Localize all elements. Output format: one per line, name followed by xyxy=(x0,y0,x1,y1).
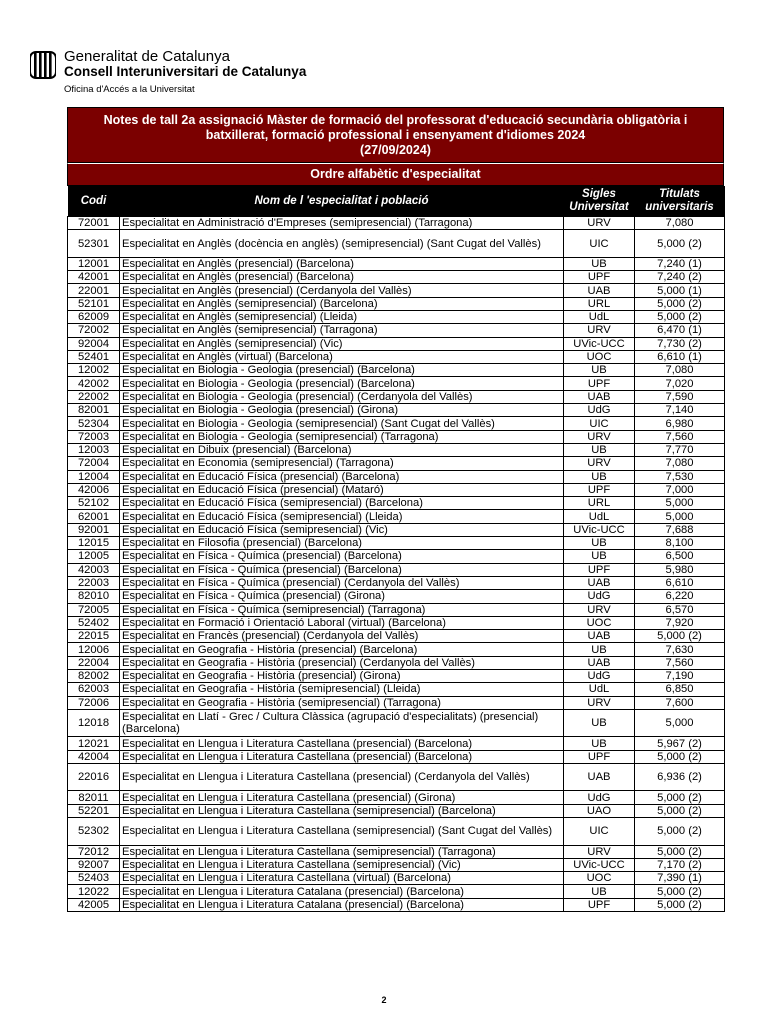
cell-name: Especialitat en Biologia - Geologia (semipresencial) (Tarragona) xyxy=(120,430,564,443)
cell-code: 52101 xyxy=(68,297,120,310)
cell-code: 72012 xyxy=(68,845,120,858)
cell-grade: 7,560 xyxy=(635,656,725,669)
cell-name: Especialitat en Física - Química (presencial) (Cerdanyola del Vallès) xyxy=(120,576,564,589)
page-number: 2 xyxy=(381,995,387,1005)
cell-name: Especialitat en Geografia - Història (semipresencial) (Lleida) xyxy=(120,683,564,696)
cell-university: URL xyxy=(564,497,635,510)
table-row xyxy=(68,616,725,629)
cell-university: UPF xyxy=(564,898,635,911)
table-row xyxy=(68,670,725,683)
cell-university: UdG xyxy=(564,590,635,603)
cell-code: 82002 xyxy=(68,670,120,683)
column-header-code: Codi xyxy=(68,186,120,217)
cell-code: 12001 xyxy=(68,257,120,270)
table-row xyxy=(68,643,725,656)
title-line-1: Notes de tall 2a assignació Màster de formació del professorat d'educació secundària obligatòria i xyxy=(103,113,688,127)
cell-grade: 5,000 (2) xyxy=(635,310,725,323)
table-row xyxy=(68,590,725,603)
cell-university: URV xyxy=(564,845,635,858)
cell-code: 12021 xyxy=(68,737,120,750)
table-row xyxy=(68,430,725,443)
cell-name: Especialitat en Anglès (presencial) (Barcelona) xyxy=(120,271,564,284)
cell-code: 92007 xyxy=(68,858,120,871)
cell-grade: 5,967 (2) xyxy=(635,737,725,750)
cell-name: Especialitat en Llengua i Literatura Castellana (presencial) (Girona) xyxy=(120,791,564,804)
cell-grade: 7,000 xyxy=(635,483,725,496)
cell-code: 62003 xyxy=(68,683,120,696)
cell-name: Especialitat en Llengua i Literatura Castellana (presencial) (Cerdanyola del Vallès) xyxy=(120,763,564,791)
cell-university: UAB xyxy=(564,763,635,791)
cell-grade: 7,688 xyxy=(635,523,725,536)
cell-university: URV xyxy=(564,457,635,470)
table-row xyxy=(68,510,725,523)
cell-code: 42003 xyxy=(68,563,120,576)
cell-grade: 5,980 xyxy=(635,563,725,576)
table-title xyxy=(67,107,724,163)
cell-name: Especialitat en Anglès (semipresencial) (Vic) xyxy=(120,337,564,350)
column-header-university-line1: Sigles xyxy=(582,188,616,200)
cell-name: Especialitat en Llengua i Literatura Castellana (semipresencial) (Vic) xyxy=(120,858,564,871)
title-line-3: (27/09/2024) xyxy=(360,143,431,157)
cell-name: Especialitat en Biologia - Geologia (presencial) (Barcelona) xyxy=(120,377,564,390)
cell-university: UB xyxy=(564,643,635,656)
table-row xyxy=(68,603,725,616)
cell-grade: 7,240 (2) xyxy=(635,271,725,284)
cell-code: 72001 xyxy=(68,217,120,230)
cell-code: 52401 xyxy=(68,350,120,363)
cell-university: UdL xyxy=(564,310,635,323)
cell-grade: 5,000 xyxy=(635,510,725,523)
table-row xyxy=(68,763,725,791)
cell-university: UPF xyxy=(564,377,635,390)
cell-code: 52201 xyxy=(68,804,120,817)
cell-code: 82011 xyxy=(68,791,120,804)
cell-grade: 6,850 xyxy=(635,683,725,696)
table-row xyxy=(68,550,725,563)
generalitat-logo-icon xyxy=(30,50,56,80)
table-row xyxy=(68,217,725,230)
cell-grade: 5,000 (2) xyxy=(635,791,725,804)
cell-grade: 7,080 xyxy=(635,217,725,230)
cell-university: UAB xyxy=(564,630,635,643)
cell-grade: 7,600 xyxy=(635,696,725,709)
cell-code: 52402 xyxy=(68,616,120,629)
cell-code: 72004 xyxy=(68,457,120,470)
cell-university: UAO xyxy=(564,804,635,817)
org-name-consell: Consell Interuniversitari de Catalunya xyxy=(64,64,307,79)
cell-code: 12022 xyxy=(68,885,120,898)
results-table xyxy=(67,186,725,912)
cell-code: 12005 xyxy=(68,550,120,563)
table-row xyxy=(68,791,725,804)
cell-name: Especialitat en Llengua i Literatura Castellana (semipresencial) (Barcelona) xyxy=(120,804,564,817)
column-header-name: Nom de l 'especialitat i població xyxy=(120,186,564,217)
table-row xyxy=(68,470,725,483)
cell-name: Especialitat en Llengua i Literatura Castellana (semipresencial) (Sant Cugat del Vallès) xyxy=(120,818,564,846)
cell-name: Especialitat en Anglès (semipresencial) (Lleida) xyxy=(120,310,564,323)
cell-code: 62001 xyxy=(68,510,120,523)
title-line-2: batxillerat, formació professional i ensenyament d'idiomes 2024 xyxy=(205,128,586,142)
cell-name: Especialitat en Anglès (semipresencial) (Tarragona) xyxy=(120,324,564,337)
cell-code: 92004 xyxy=(68,337,120,350)
cell-name: Especialitat en Llengua i Literatura Castellana (presencial) (Barcelona) xyxy=(120,750,564,763)
cell-university: UB xyxy=(564,257,635,270)
cell-university: UOC xyxy=(564,350,635,363)
org-name-oficina: Oficina d'Accés a la Universitat xyxy=(64,84,195,95)
cell-code: 72002 xyxy=(68,324,120,337)
table-header-row xyxy=(68,186,725,217)
cell-grade: 7,140 xyxy=(635,404,725,417)
cell-university: UVic-UCC xyxy=(564,523,635,536)
cell-code: 12004 xyxy=(68,470,120,483)
cell-code: 72003 xyxy=(68,430,120,443)
results-table-container xyxy=(67,107,724,912)
cell-university: UB xyxy=(564,709,635,737)
cell-name: Especialitat en Educació Física (presencial) (Barcelona) xyxy=(120,470,564,483)
cell-grade: 7,080 xyxy=(635,457,725,470)
table-row xyxy=(68,576,725,589)
cell-university: UIC xyxy=(564,818,635,846)
cell-grade: 5,000 (2) xyxy=(635,804,725,817)
cell-name: Especialitat en Física - Química (presencial) (Girona) xyxy=(120,590,564,603)
cell-name: Especialitat en Geografia - Història (semipresencial) (Tarragona) xyxy=(120,696,564,709)
cell-university: UB xyxy=(564,737,635,750)
table-row xyxy=(68,656,725,669)
table-row xyxy=(68,364,725,377)
cell-name: Especialitat en Llengua i Literatura Castellana (presencial) (Barcelona) xyxy=(120,737,564,750)
cell-code: 12003 xyxy=(68,443,120,456)
cell-code: 22016 xyxy=(68,763,120,791)
cell-name: Especialitat en Economia (semipresencial) (Tarragona) xyxy=(120,457,564,470)
cell-grade: 5,000 (2) xyxy=(635,230,725,258)
table-row xyxy=(68,696,725,709)
cell-code: 52302 xyxy=(68,818,120,846)
table-row xyxy=(68,417,725,430)
cell-grade: 7,240 (1) xyxy=(635,257,725,270)
cell-name: Especialitat en Biologia - Geologia (semipresencial) (Sant Cugat del Vallès) xyxy=(120,417,564,430)
table-row xyxy=(68,297,725,310)
cell-code: 92001 xyxy=(68,523,120,536)
table-row xyxy=(68,537,725,550)
cell-grade: 6,470 (1) xyxy=(635,324,725,337)
cell-university: UdG xyxy=(564,791,635,804)
cell-university: UB xyxy=(564,470,635,483)
cell-name: Especialitat en Llengua i Literatura Catalana (presencial) (Barcelona) xyxy=(120,885,564,898)
cell-grade: 5,000 (2) xyxy=(635,845,725,858)
cell-university: UPF xyxy=(564,271,635,284)
cell-university: URV xyxy=(564,217,635,230)
cell-name: Especialitat en Biologia - Geologia (presencial) (Girona) xyxy=(120,404,564,417)
cell-grade: 7,770 xyxy=(635,443,725,456)
cell-university: UOC xyxy=(564,872,635,885)
cell-code: 12015 xyxy=(68,537,120,550)
cell-university: URV xyxy=(564,324,635,337)
cell-code: 42005 xyxy=(68,898,120,911)
cell-name: Especialitat en Anglès (semipresencial) (Barcelona) xyxy=(120,297,564,310)
cell-grade: 7,530 xyxy=(635,470,725,483)
table-row xyxy=(68,804,725,817)
cell-name: Especialitat en Anglès (presencial) (Barcelona) xyxy=(120,257,564,270)
cell-code: 22015 xyxy=(68,630,120,643)
cell-grade: 6,610 xyxy=(635,576,725,589)
cell-university: UB xyxy=(564,364,635,377)
cell-name: Especialitat en Física - Química (semipresencial) (Tarragona) xyxy=(120,603,564,616)
cell-code: 42001 xyxy=(68,271,120,284)
table-row xyxy=(68,350,725,363)
table-row xyxy=(68,872,725,885)
column-header-university-line2: Universitat xyxy=(569,201,629,213)
table-row xyxy=(68,885,725,898)
column-header-grade-line2: universitaris xyxy=(645,201,714,213)
table-row xyxy=(68,404,725,417)
table-row xyxy=(68,377,725,390)
table-subtitle: Ordre alfabètic d'especialitat xyxy=(67,163,724,186)
cell-name: Especialitat en Educació Física (presencial) (Mataró) xyxy=(120,483,564,496)
cell-name: Especialitat en Anglès (virtual) (Barcelona) xyxy=(120,350,564,363)
cell-grade: 7,190 xyxy=(635,670,725,683)
table-row xyxy=(68,709,725,737)
cell-university: UB xyxy=(564,550,635,563)
cell-code: 22003 xyxy=(68,576,120,589)
cell-name: Especialitat en Llengua i Literatura Castellana (semipresencial) (Tarragona) xyxy=(120,845,564,858)
cell-grade: 5,000 (2) xyxy=(635,750,725,763)
org-name-generalitat: Generalitat de Catalunya xyxy=(64,48,230,65)
cell-university: UdG xyxy=(564,670,635,683)
table-row xyxy=(68,337,725,350)
cell-university: UPF xyxy=(564,750,635,763)
cell-name: Especialitat en Educació Física (semipresencial) (Vic) xyxy=(120,523,564,536)
cell-university: UPF xyxy=(564,563,635,576)
cell-university: URV xyxy=(564,430,635,443)
cell-name: Especialitat en Llengua i Literatura Castellana (virtual) (Barcelona) xyxy=(120,872,564,885)
cell-grade: 7,080 xyxy=(635,364,725,377)
table-row xyxy=(68,483,725,496)
table-row xyxy=(68,858,725,871)
cell-university: UdG xyxy=(564,404,635,417)
cell-university: UdL xyxy=(564,510,635,523)
cell-name: Especialitat en Administració d'Empreses (semipresencial) (Tarragona) xyxy=(120,217,564,230)
table-row xyxy=(68,750,725,763)
cell-grade: 6,610 (1) xyxy=(635,350,725,363)
table-row xyxy=(68,271,725,284)
cell-grade: 7,560 xyxy=(635,430,725,443)
cell-name: Especialitat en Dibuix (presencial) (Barcelona) xyxy=(120,443,564,456)
cell-code: 22004 xyxy=(68,656,120,669)
cell-grade: 5,000 xyxy=(635,497,725,510)
cell-name: Especialitat en Geografia - Història (presencial) (Cerdanyola del Vallès) xyxy=(120,656,564,669)
cell-code: 52301 xyxy=(68,230,120,258)
cell-grade: 5,000 (1) xyxy=(635,284,725,297)
table-body xyxy=(68,217,725,912)
cell-university: UAB xyxy=(564,576,635,589)
cell-code: 12002 xyxy=(68,364,120,377)
cell-code: 12018 xyxy=(68,709,120,737)
cell-code: 22001 xyxy=(68,284,120,297)
cell-name: Especialitat en Física - Química (presencial) (Barcelona) xyxy=(120,550,564,563)
cell-name: Especialitat en Llatí - Grec / Cultura Clàssica (agrupació d'especialitats) (presencial) (Barcelona) xyxy=(120,709,564,737)
cell-name: Especialitat en Educació Física (semipresencial) (Lleida) xyxy=(120,510,564,523)
cell-university: UAB xyxy=(564,390,635,403)
cell-code: 42006 xyxy=(68,483,120,496)
cell-university: URV xyxy=(564,696,635,709)
cell-university: UPF xyxy=(564,483,635,496)
cell-grade: 5,000 (2) xyxy=(635,818,725,846)
table-row xyxy=(68,324,725,337)
cell-name: Especialitat en Geografia - Història (presencial) (Barcelona) xyxy=(120,643,564,656)
cell-name: Especialitat en Biologia - Geologia (presencial) (Cerdanyola del Vallès) xyxy=(120,390,564,403)
cell-code: 72005 xyxy=(68,603,120,616)
cell-university: UVic-UCC xyxy=(564,858,635,871)
cell-university: UIC xyxy=(564,230,635,258)
cell-grade: 7,920 xyxy=(635,616,725,629)
table-row xyxy=(68,310,725,323)
cell-code: 62009 xyxy=(68,310,120,323)
cell-code: 52403 xyxy=(68,872,120,885)
cell-name: Especialitat en Anglès (presencial) (Cerdanyola del Vallès) xyxy=(120,284,564,297)
cell-name: Especialitat en Llengua i Literatura Catalana (presencial) (Barcelona) xyxy=(120,898,564,911)
table-row xyxy=(68,818,725,846)
cell-grade: 6,980 xyxy=(635,417,725,430)
cell-university: UAB xyxy=(564,284,635,297)
column-header-grade-line1: Titulats xyxy=(659,188,700,200)
table-row xyxy=(68,443,725,456)
cell-grade: 5,000 (2) xyxy=(635,885,725,898)
cell-university: UVic-UCC xyxy=(564,337,635,350)
cell-name: Especialitat en Filosofia (presencial) (Barcelona) xyxy=(120,537,564,550)
table-row xyxy=(68,845,725,858)
table-row xyxy=(68,630,725,643)
cell-grade: 6,936 (2) xyxy=(635,763,725,791)
cell-university: UAB xyxy=(564,656,635,669)
cell-grade: 6,220 xyxy=(635,590,725,603)
cell-code: 82010 xyxy=(68,590,120,603)
table-row xyxy=(68,523,725,536)
cell-grade: 5,000 xyxy=(635,709,725,737)
cell-university: UdL xyxy=(564,683,635,696)
cell-grade: 5,000 (2) xyxy=(635,297,725,310)
table-row xyxy=(68,683,725,696)
cell-name: Especialitat en Física - Química (presencial) (Barcelona) xyxy=(120,563,564,576)
cell-code: 52304 xyxy=(68,417,120,430)
cell-code: 42004 xyxy=(68,750,120,763)
cell-grade: 7,630 xyxy=(635,643,725,656)
table-row xyxy=(68,230,725,258)
table-row xyxy=(68,497,725,510)
cell-name: Especialitat en Geografia - Història (presencial) (Girona) xyxy=(120,670,564,683)
table-row xyxy=(68,390,725,403)
cell-name: Especialitat en Educació Física (semipresencial) (Barcelona) xyxy=(120,497,564,510)
cell-name: Especialitat en Biologia - Geologia (presencial) (Barcelona) xyxy=(120,364,564,377)
cell-name: Especialitat en Francès (presencial) (Cerdanyola del Vallès) xyxy=(120,630,564,643)
table-row xyxy=(68,457,725,470)
cell-grade: 7,730 (2) xyxy=(635,337,725,350)
cell-code: 22002 xyxy=(68,390,120,403)
cell-name: Especialitat en Anglès (docència en anglès) (semipresencial) (Sant Cugat del Vallès) xyxy=(120,230,564,258)
cell-university: UB xyxy=(564,885,635,898)
cell-grade: 7,020 xyxy=(635,377,725,390)
cell-grade: 7,390 (1) xyxy=(635,872,725,885)
cell-grade: 5,000 (2) xyxy=(635,898,725,911)
cell-name: Especialitat en Formació i Orientació Laboral (virtual) (Barcelona) xyxy=(120,616,564,629)
cell-grade: 8,100 xyxy=(635,537,725,550)
column-header-grade xyxy=(635,186,725,217)
cell-university: UOC xyxy=(564,616,635,629)
cell-code: 82001 xyxy=(68,404,120,417)
cell-code: 72006 xyxy=(68,696,120,709)
table-row xyxy=(68,898,725,911)
cell-grade: 6,500 xyxy=(635,550,725,563)
table-row xyxy=(68,737,725,750)
cell-grade: 6,570 xyxy=(635,603,725,616)
cell-university: URV xyxy=(564,603,635,616)
table-row xyxy=(68,257,725,270)
cell-university: UIC xyxy=(564,417,635,430)
cell-code: 52102 xyxy=(68,497,120,510)
cell-code: 12006 xyxy=(68,643,120,656)
cell-code: 42002 xyxy=(68,377,120,390)
table-row xyxy=(68,563,725,576)
cell-grade: 7,590 xyxy=(635,390,725,403)
column-header-university xyxy=(564,186,635,217)
cell-university: UB xyxy=(564,537,635,550)
cell-university: URL xyxy=(564,297,635,310)
cell-grade: 7,170 (2) xyxy=(635,858,725,871)
cell-grade: 5,000 (2) xyxy=(635,630,725,643)
table-row xyxy=(68,284,725,297)
cell-university: UB xyxy=(564,443,635,456)
